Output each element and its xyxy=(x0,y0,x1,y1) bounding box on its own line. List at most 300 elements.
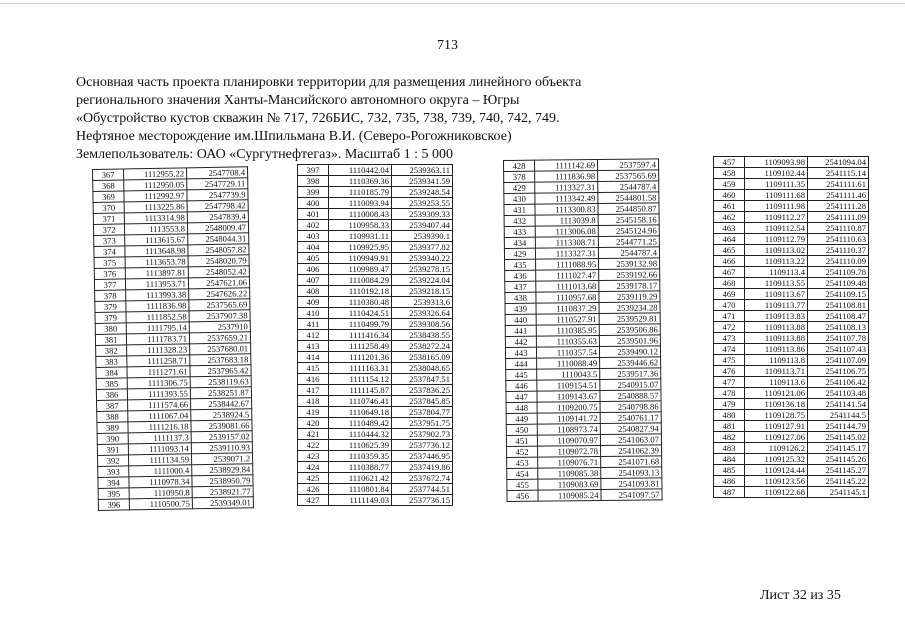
table-row xyxy=(298,209,453,220)
table-row xyxy=(298,429,453,440)
y-coordinate-cell: 2537736.12 xyxy=(392,440,453,451)
x-coordinate-cell: 1109925.95 xyxy=(329,242,392,253)
x-coordinate-cell: 1109113.86 xyxy=(745,344,808,355)
x-coordinate-cell: 1110625.39 xyxy=(329,440,392,451)
x-coordinate-cell: 1111836.98 xyxy=(535,171,598,183)
y-coordinate-cell: 2541145.17 xyxy=(808,443,869,454)
point-number-cell: 372 xyxy=(93,224,124,236)
table-row xyxy=(714,256,869,267)
point-number-cell: 397 xyxy=(298,165,329,176)
point-number-cell: 426 xyxy=(298,484,329,495)
point-number-cell: 410 xyxy=(298,308,329,319)
x-coordinate-cell: 1111306.75 xyxy=(127,377,190,389)
y-coordinate-cell: 2537680.01 xyxy=(190,343,251,355)
y-coordinate-cell: 2539313.6 xyxy=(392,297,453,308)
table-row xyxy=(507,467,662,480)
y-coordinate-cell: 2539446.62 xyxy=(600,357,661,369)
y-coordinate-cell: 2541110.09 xyxy=(808,256,869,267)
point-number-cell: 450 xyxy=(506,424,537,435)
y-coordinate-cell: 2537565.69 xyxy=(598,170,659,182)
x-coordinate-cell: 1111093.14 xyxy=(128,443,191,455)
point-number-cell: 487 xyxy=(714,487,745,498)
coordinates-table-4 xyxy=(713,156,869,498)
y-coordinate-cell: 2541106.42 xyxy=(808,377,869,388)
table-row xyxy=(506,434,661,447)
point-number-cell: 374 xyxy=(94,246,125,258)
table-row xyxy=(507,445,662,458)
point-number-cell: 423 xyxy=(298,451,329,462)
x-coordinate-cell: 1109154.51 xyxy=(537,379,600,391)
y-coordinate-cell: 2539377.82 xyxy=(392,242,453,253)
y-coordinate-cell: 2544801.58 xyxy=(598,192,659,204)
y-coordinate-cell: 2547729.11 xyxy=(187,178,248,190)
y-coordinate-cell: 2541145.26 xyxy=(808,454,869,465)
y-coordinate-cell: 2541145.02 xyxy=(808,432,869,443)
point-number-cell: 386 xyxy=(96,389,127,401)
point-number-cell: 437 xyxy=(505,281,536,292)
point-number-cell: 439 xyxy=(505,303,536,314)
table-row xyxy=(298,253,453,264)
y-coordinate-cell: 2541111.09 xyxy=(808,212,869,223)
y-coordinate-cell: 2539253.55 xyxy=(392,198,453,209)
x-coordinate-cell: 1111393.55 xyxy=(127,388,190,400)
y-coordinate-cell: 2547798.42 xyxy=(187,200,248,212)
table-row xyxy=(298,484,453,495)
table-row xyxy=(298,396,453,407)
y-coordinate-cell: 2537672.74 xyxy=(392,473,453,484)
table-row xyxy=(298,187,453,198)
y-coordinate-cell: 2539157.02 xyxy=(191,431,252,443)
x-coordinate-cell: 1111258.71 xyxy=(127,355,190,367)
point-number-cell: 459 xyxy=(714,179,745,190)
y-coordinate-cell: 2541106.75 xyxy=(808,366,869,377)
point-number-cell: 448 xyxy=(506,402,537,413)
y-coordinate-cell: 2547708.4 xyxy=(186,167,247,179)
table-row xyxy=(714,245,869,256)
y-coordinate-cell: 2539110.93 xyxy=(191,442,252,454)
point-number-cell: 375 xyxy=(94,257,125,269)
x-coordinate-cell: 1111154.12 xyxy=(329,374,392,385)
point-number-cell: 401 xyxy=(298,209,329,220)
x-coordinate-cell: 1110801.84 xyxy=(329,484,392,495)
y-coordinate-cell: 2545124.96 xyxy=(598,225,659,237)
table-row xyxy=(507,456,662,469)
x-coordinate-cell: 1109124.44 xyxy=(745,465,808,476)
point-number-cell: 428 xyxy=(504,160,535,171)
x-coordinate-cell: 1110355.63 xyxy=(536,336,599,348)
y-coordinate-cell: 2539224.04 xyxy=(392,275,453,286)
coordinates-table-2 xyxy=(297,164,453,506)
y-coordinate-cell: 2539517.36 xyxy=(600,368,661,380)
y-coordinate-cell: 2541108.47 xyxy=(808,311,869,322)
point-number-cell: 388 xyxy=(97,411,128,423)
y-coordinate-cell: 2537845.85 xyxy=(392,396,453,407)
table-row xyxy=(298,440,453,451)
point-number-cell: 458 xyxy=(714,168,745,179)
table-row xyxy=(505,291,660,304)
y-coordinate-cell: 2537744.51 xyxy=(392,484,453,495)
point-number-cell: 380 xyxy=(95,323,126,335)
x-coordinate-cell: 1113953.71 xyxy=(125,278,188,290)
x-coordinate-cell: 1113327.31 xyxy=(535,182,598,194)
point-number-cell: 420 xyxy=(298,418,329,429)
x-coordinate-cell: 1109958.33 xyxy=(329,220,392,231)
x-coordinate-cell: 1113553.8 xyxy=(124,223,187,235)
point-number-cell: 465 xyxy=(714,245,745,256)
y-coordinate-cell: 2544787.4 xyxy=(598,181,659,193)
table-row xyxy=(298,374,453,385)
table-row xyxy=(714,322,869,333)
x-coordinate-cell: 1109200.75 xyxy=(537,401,600,413)
y-coordinate-cell: 2547739.9 xyxy=(187,189,248,201)
x-coordinate-cell: 1111137.3 xyxy=(128,432,191,444)
header-line-5: Землепользователь: ОАО «Сургутнефтегаз». Масштаб 1 : 5 000 xyxy=(76,147,454,162)
table-row xyxy=(714,465,869,476)
y-coordinate-cell: 2540761.17 xyxy=(600,412,661,424)
x-coordinate-cell: 1110527.91 xyxy=(536,314,599,326)
table-row xyxy=(505,280,660,293)
x-coordinate-cell: 1110043.5 xyxy=(537,368,600,380)
table-row xyxy=(504,247,659,260)
table-row xyxy=(507,489,662,502)
table-row xyxy=(714,168,869,179)
point-number-cell: 414 xyxy=(298,352,329,363)
table-row xyxy=(714,399,869,410)
x-coordinate-cell: 1111067.04 xyxy=(128,410,191,422)
x-coordinate-cell: 1109126.2 xyxy=(745,443,808,454)
x-coordinate-cell: 1110489.42 xyxy=(329,418,392,429)
point-number-cell: 404 xyxy=(298,242,329,253)
x-coordinate-cell: 1108973.74 xyxy=(537,423,600,435)
table-row xyxy=(505,324,660,337)
x-coordinate-cell: 1109113.55 xyxy=(745,278,808,289)
x-coordinate-cell: 1109083.69 xyxy=(538,478,601,490)
y-coordinate-cell: 2539081.66 xyxy=(191,420,252,432)
x-coordinate-cell: 1109113.4 xyxy=(745,267,808,278)
point-number-cell: 425 xyxy=(298,473,329,484)
x-coordinate-cell: 1110444.32 xyxy=(329,429,392,440)
y-coordinate-cell: 2541107.78 xyxy=(808,333,869,344)
point-number-cell: 379 xyxy=(95,312,126,324)
x-coordinate-cell: 1111836.98 xyxy=(126,300,189,312)
y-coordinate-cell: 2541108.13 xyxy=(808,322,869,333)
y-coordinate-cell: 2540915.07 xyxy=(600,379,661,391)
point-number-cell: 392 xyxy=(98,455,129,467)
table-row xyxy=(298,363,453,374)
table-row xyxy=(298,264,453,275)
y-coordinate-cell: 2537965.42 xyxy=(190,365,251,377)
y-coordinate-cell: 2541109.48 xyxy=(808,278,869,289)
table-row xyxy=(504,181,659,194)
y-coordinate-cell: 2539506.86 xyxy=(599,324,660,336)
point-number-cell: 407 xyxy=(298,275,329,286)
sheet-number: Лист 32 из 35 xyxy=(760,588,841,603)
table-row xyxy=(714,432,869,443)
y-coordinate-cell: 2541103.48 xyxy=(808,388,869,399)
point-number-cell: 383 xyxy=(96,356,127,368)
x-coordinate-cell: 1111258.49 xyxy=(329,341,392,352)
y-coordinate-cell: 2539529.81 xyxy=(599,313,660,325)
y-coordinate-cell: 2544850.87 xyxy=(598,203,659,215)
point-number-cell: 441 xyxy=(505,325,536,336)
x-coordinate-cell: 1109141.72 xyxy=(537,412,600,424)
x-coordinate-cell: 1109113.22 xyxy=(745,256,808,267)
y-coordinate-cell: 2541111.46 xyxy=(808,190,869,201)
point-number-cell: 367 xyxy=(93,169,124,181)
y-coordinate-cell: 2539278.15 xyxy=(392,264,453,275)
x-coordinate-cell: 1109113.71 xyxy=(745,366,808,377)
x-coordinate-cell: 1110380.48 xyxy=(329,297,392,308)
y-coordinate-cell: 2541141.54 xyxy=(808,399,869,410)
y-coordinate-cell: 2538272.24 xyxy=(392,341,453,352)
point-number-cell: 438 xyxy=(505,292,536,303)
y-coordinate-cell: 2539309.33 xyxy=(392,209,453,220)
table-row xyxy=(506,379,661,392)
y-coordinate-cell: 2539178.17 xyxy=(599,280,660,292)
point-number-cell: 387 xyxy=(97,400,128,412)
x-coordinate-cell: 1111163.31 xyxy=(329,363,392,374)
point-number-cell: 475 xyxy=(714,355,745,366)
x-coordinate-cell: 1110359.35 xyxy=(329,451,392,462)
point-number-cell: 429 xyxy=(504,182,535,193)
y-coordinate-cell: 2538165.09 xyxy=(392,352,453,363)
x-coordinate-cell: 1110385.95 xyxy=(536,325,599,337)
y-coordinate-cell: 2537902.73 xyxy=(392,429,453,440)
y-coordinate-cell: 2539234.28 xyxy=(599,302,660,314)
point-number-cell: 403 xyxy=(298,231,329,242)
y-coordinate-cell: 2538924.5 xyxy=(191,409,252,421)
x-coordinate-cell: 1110088.49 xyxy=(537,357,600,369)
point-number-cell: 468 xyxy=(714,278,745,289)
point-number-cell: 421 xyxy=(298,429,329,440)
x-coordinate-cell: 1109121.06 xyxy=(745,388,808,399)
point-number-cell: 370 xyxy=(93,202,124,214)
y-coordinate-cell: 2539501.96 xyxy=(599,335,660,347)
x-coordinate-cell: 1111416.34 xyxy=(329,330,392,341)
point-number-cell: 417 xyxy=(298,385,329,396)
point-number-cell: 385 xyxy=(96,378,127,390)
x-coordinate-cell: 1110950.8 xyxy=(129,487,192,499)
y-coordinate-cell: 2541062.39 xyxy=(600,445,661,457)
table-row xyxy=(298,165,453,176)
point-number-cell: 419 xyxy=(298,407,329,418)
x-coordinate-cell: 1109989.47 xyxy=(329,264,392,275)
x-coordinate-cell: 1110442.04 xyxy=(329,165,392,176)
point-number-cell: 466 xyxy=(714,256,745,267)
y-coordinate-cell: 2538929.84 xyxy=(192,464,253,476)
table-row xyxy=(298,385,453,396)
x-coordinate-cell: 1113300.83 xyxy=(535,204,598,216)
x-coordinate-cell: 1110185.79 xyxy=(329,187,392,198)
table-row xyxy=(714,421,869,432)
x-coordinate-cell: 1109111.68 xyxy=(745,190,808,201)
x-coordinate-cell: 1109113.77 xyxy=(745,300,808,311)
y-coordinate-cell: 2541093.81 xyxy=(601,478,662,490)
table-row xyxy=(714,300,869,311)
x-coordinate-cell: 1110649.18 xyxy=(329,407,392,418)
table-row xyxy=(714,487,869,498)
y-coordinate-cell: 2538251.87 xyxy=(190,387,251,399)
x-coordinate-cell: 1111201.36 xyxy=(329,352,392,363)
table-row xyxy=(298,495,453,506)
y-coordinate-cell: 2539363.11 xyxy=(392,165,453,176)
table-row xyxy=(504,225,659,238)
x-coordinate-cell: 1111852.58 xyxy=(126,311,189,323)
table-row xyxy=(714,267,869,278)
x-coordinate-cell: 1113314.98 xyxy=(124,212,187,224)
x-coordinate-cell: 1111088.95 xyxy=(536,259,599,271)
x-coordinate-cell: 1112992.97 xyxy=(124,190,187,202)
x-coordinate-cell: 1111013.68 xyxy=(536,281,599,293)
table-row xyxy=(298,275,453,286)
x-coordinate-cell: 1113006.08 xyxy=(535,226,598,238)
y-coordinate-cell: 2541109.78 xyxy=(808,267,869,278)
x-coordinate-cell: 1111145.87 xyxy=(329,385,392,396)
point-number-cell: 463 xyxy=(714,223,745,234)
point-number-cell: 406 xyxy=(298,264,329,275)
y-coordinate-cell: 2541110.63 xyxy=(808,234,869,245)
point-number-cell: 471 xyxy=(714,311,745,322)
point-number-cell: 434 xyxy=(504,237,535,248)
x-coordinate-cell: 1110499.79 xyxy=(329,319,392,330)
point-number-cell: 451 xyxy=(506,435,537,446)
y-coordinate-cell: 2539490.12 xyxy=(599,346,660,358)
y-coordinate-cell: 2541094.04 xyxy=(808,157,869,168)
point-number-cell: 456 xyxy=(507,490,538,501)
x-coordinate-cell: 1109072.78 xyxy=(537,445,600,457)
y-coordinate-cell: 2547626.22 xyxy=(189,288,250,300)
point-number-cell: 402 xyxy=(298,220,329,231)
point-number-cell: 415 xyxy=(298,363,329,374)
point-number-cell: 409 xyxy=(298,297,329,308)
y-coordinate-cell: 2539071.2 xyxy=(191,453,252,465)
x-coordinate-cell: 1109085.38 xyxy=(538,467,601,479)
y-coordinate-cell: 2541144.5 xyxy=(808,410,869,421)
x-coordinate-cell: 1112955.22 xyxy=(124,168,187,180)
point-number-cell: 478 xyxy=(714,388,745,399)
y-coordinate-cell: 2539308.56 xyxy=(392,319,453,330)
x-coordinate-cell: 1110746.41 xyxy=(329,396,392,407)
table-row xyxy=(504,214,659,227)
y-coordinate-cell: 2548020.79 xyxy=(188,255,249,267)
table-row xyxy=(714,201,869,212)
table-row xyxy=(298,473,453,484)
point-number-cell: 391 xyxy=(97,444,128,456)
y-coordinate-cell: 2539119.29 xyxy=(599,291,660,303)
table-row xyxy=(714,344,869,355)
y-coordinate-cell: 2538438.55 xyxy=(392,330,453,341)
top-rule xyxy=(0,3,905,4)
point-number-cell: 411 xyxy=(298,319,329,330)
point-number-cell: 377 xyxy=(94,279,125,291)
table-row xyxy=(298,286,453,297)
table-row xyxy=(714,157,869,168)
y-coordinate-cell: 2541108.81 xyxy=(808,300,869,311)
x-coordinate-cell: 1113039.8 xyxy=(535,215,598,227)
table-row xyxy=(714,377,869,388)
x-coordinate-cell: 1110837.29 xyxy=(536,303,599,315)
table-row xyxy=(506,412,661,425)
point-number-cell: 455 xyxy=(507,479,538,490)
x-coordinate-cell: 1111027.47 xyxy=(536,270,599,282)
y-coordinate-cell: 2539340.22 xyxy=(392,253,453,264)
x-coordinate-cell: 1113615.67 xyxy=(125,234,188,246)
x-coordinate-cell: 1110978.34 xyxy=(129,476,192,488)
table-row xyxy=(298,231,453,242)
y-coordinate-cell: 2541111.28 xyxy=(808,201,869,212)
table-row xyxy=(714,366,869,377)
x-coordinate-cell: 1109143.67 xyxy=(537,390,600,402)
y-coordinate-cell: 2539407.44 xyxy=(392,220,453,231)
x-coordinate-cell: 1109127.91 xyxy=(745,421,808,432)
y-coordinate-cell: 2539326.64 xyxy=(392,308,453,319)
table-row xyxy=(714,355,869,366)
table-row xyxy=(714,179,869,190)
table-row xyxy=(714,289,869,300)
y-coordinate-cell: 2538119.63 xyxy=(190,376,251,388)
point-number-cell: 469 xyxy=(714,289,745,300)
y-coordinate-cell: 2539341.59 xyxy=(392,176,453,187)
x-coordinate-cell: 1110084.29 xyxy=(329,275,392,286)
y-coordinate-cell: 2547839.4 xyxy=(187,211,248,223)
x-coordinate-cell: 1109070.97 xyxy=(537,434,600,446)
y-coordinate-cell: 2537659.21 xyxy=(189,332,250,344)
point-number-cell: 395 xyxy=(98,488,129,500)
y-coordinate-cell: 2537847.51 xyxy=(392,374,453,385)
table-row xyxy=(298,319,453,330)
table-row xyxy=(98,497,253,511)
y-coordinate-cell: 2540888.57 xyxy=(600,390,661,402)
table-row xyxy=(714,190,869,201)
y-coordinate-cell: 2541111.61 xyxy=(808,179,869,190)
table-row xyxy=(714,212,869,223)
table-row xyxy=(505,258,660,271)
point-number-cell: 408 xyxy=(298,286,329,297)
y-coordinate-cell: 2538048.65 xyxy=(392,363,453,374)
x-coordinate-cell: 1111328.23 xyxy=(127,344,190,356)
point-number-cell: 470 xyxy=(714,300,745,311)
table-row xyxy=(504,203,659,216)
table-row xyxy=(298,418,453,429)
x-coordinate-cell: 1113993.38 xyxy=(126,289,189,301)
y-coordinate-cell: 2541063.07 xyxy=(600,434,661,446)
table-row xyxy=(298,198,453,209)
x-coordinate-cell: 1113308.71 xyxy=(535,237,598,249)
x-coordinate-cell: 1111783.71 xyxy=(126,333,189,345)
table-row xyxy=(714,223,869,234)
point-number-cell: 427 xyxy=(298,495,329,506)
y-coordinate-cell: 2544771.25 xyxy=(598,236,659,248)
point-number-cell: 378 xyxy=(95,290,126,302)
x-coordinate-cell: 1111795.14 xyxy=(126,322,189,334)
y-coordinate-cell: 2539248.54 xyxy=(392,187,453,198)
table-row xyxy=(505,302,660,315)
point-number-cell: 467 xyxy=(714,267,745,278)
point-number-cell: 373 xyxy=(94,235,125,247)
y-coordinate-cell: 2537951.75 xyxy=(392,418,453,429)
y-coordinate-cell: 2537683.18 xyxy=(190,354,251,366)
point-number-cell: 379 xyxy=(95,301,126,313)
x-coordinate-cell: 1110621.42 xyxy=(329,473,392,484)
y-coordinate-cell: 2539132.98 xyxy=(599,258,660,270)
coordinates-table-1 xyxy=(92,166,254,511)
x-coordinate-cell: 1111134.59 xyxy=(128,454,191,466)
document-header xyxy=(76,74,636,164)
point-number-cell: 436 xyxy=(505,270,536,281)
y-coordinate-cell: 2548052.42 xyxy=(188,266,249,278)
point-number-cell: 393 xyxy=(98,466,129,478)
x-coordinate-cell: 1110008.43 xyxy=(329,209,392,220)
